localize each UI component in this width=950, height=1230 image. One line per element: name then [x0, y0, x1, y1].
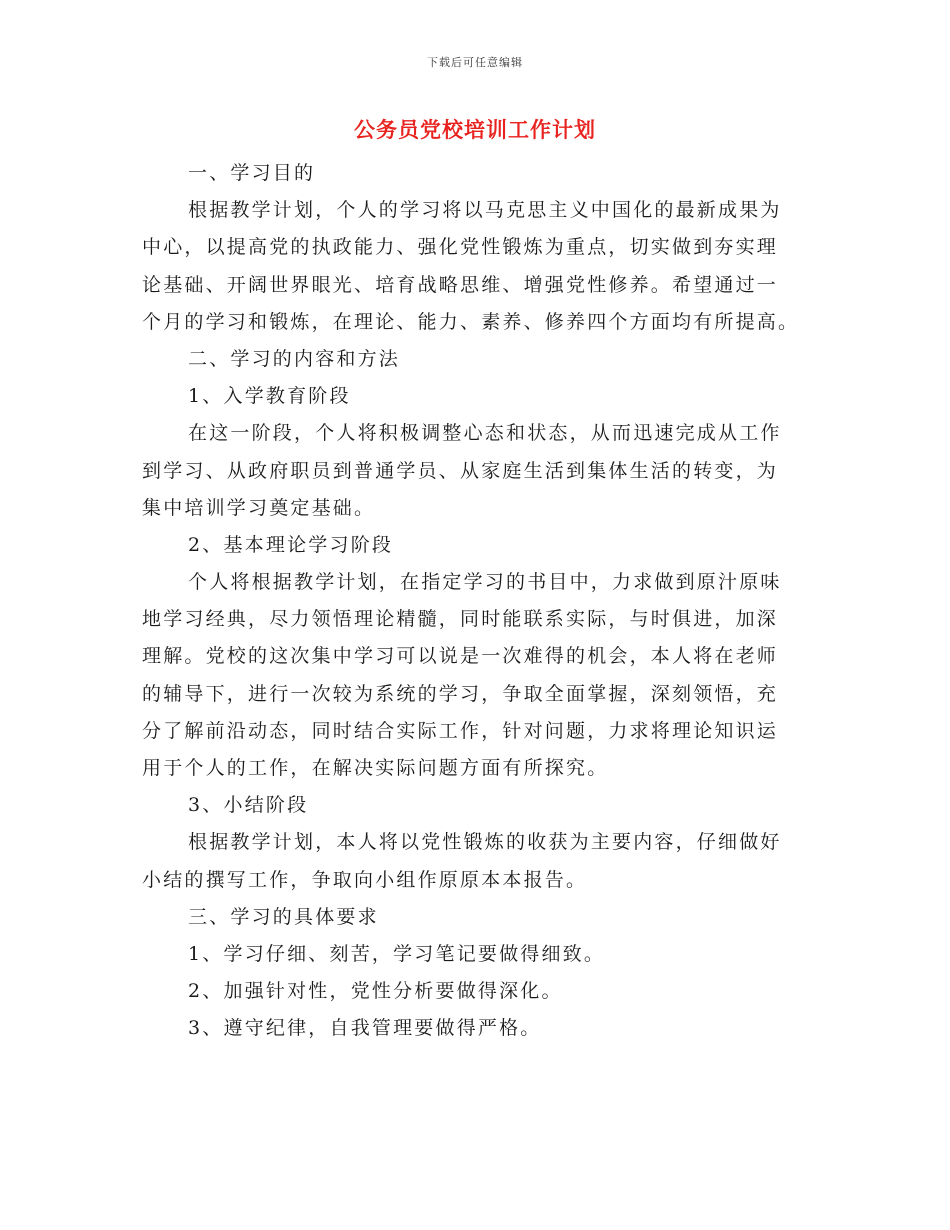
- document-body: [142, 155, 810, 1048]
- body-line: 三、学习的具体要求: [188, 905, 379, 928]
- body-line: 个人将根据教学计划，在指定学习的书目中，力求做到原汁原味: [188, 571, 782, 594]
- body-line: 3、小结阶段: [188, 794, 309, 817]
- document-title: 公务员党校培训工作计划: [354, 117, 596, 142]
- body-line: 集中培训学习奠定基础。: [142, 496, 376, 519]
- body-line: 2、加强针对性，党性分析要做得深化。: [188, 980, 563, 1003]
- body-line: 地学习经典，尽力领悟理论精髓，同时能联系实际，与时俱进，加深: [142, 608, 779, 631]
- body-line: 二、学习的内容和方法: [188, 347, 401, 370]
- body-line: 1、学习仔细、刻苦，学习笔记要做得细致。: [188, 942, 606, 965]
- body-line: 根据教学计划，个人的学习将以马克思主义中国化的最新成果为: [188, 199, 782, 222]
- body-line: 论基础、开阔世界眼光、培育战略思维、增强党性修养。希望通过一: [142, 273, 779, 296]
- body-line: 分了解前沿动态，同时结合实际工作，针对问题，力求将理论知识运: [142, 719, 779, 742]
- body-line: 到学习、从政府职员到普通学员、从家庭生活到集体生活的转变，为: [142, 459, 779, 482]
- body-line: 个月的学习和锻炼，在理论、能力、素养、修养四个方面均有所提高。: [142, 310, 800, 333]
- header-note: 下载后可任意编辑: [427, 56, 523, 69]
- body-line: 3、遵守纪律，自我管理要做得严格。: [188, 1017, 542, 1040]
- body-line: 2、基本理论学习阶段: [188, 533, 394, 556]
- body-line: 小结的撰写工作，争取向小组作原原本本报告。: [142, 868, 588, 891]
- body-line: 根据教学计划，本人将以党性锻炼的收获为主要内容，仔细做好: [188, 831, 782, 854]
- body-line: 在这一阶段，个人将积极调整心态和状态，从而迅速完成从工作: [188, 422, 782, 445]
- body-line: 的辅导下，进行一次较为系统的学习，争取全面掌握，深刻领悟，充: [142, 682, 779, 705]
- body-line: 中心，以提高党的执政能力、强化党性锻炼为重点，切实做到夯实理: [142, 236, 779, 259]
- body-line: 一、学习目的: [188, 162, 316, 184]
- body-line: 用于个人的工作，在解决实际问题方面有所探究。: [142, 757, 609, 779]
- body-line: 1、入学教育阶段: [188, 385, 351, 408]
- body-line: 理解。党校的这次集中学习可以说是一次难得的机会，本人将在老师: [142, 645, 779, 668]
